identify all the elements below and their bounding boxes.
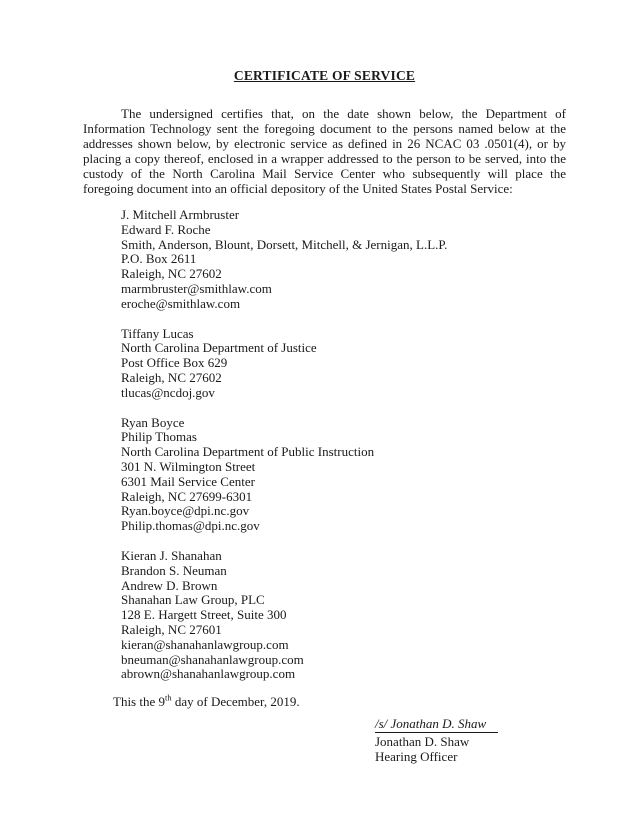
address-line: North Carolina Department of Justice [121, 340, 317, 356]
address-line: Shanahan Law Group, PLC [121, 592, 265, 608]
address-line: J. Mitchell Armbruster [121, 207, 240, 222]
address-line: Brandon S. Neuman [121, 562, 227, 578]
address-line: Kieran J. Shanahan [121, 547, 222, 563]
recipient-address-block [121, 327, 566, 401]
address-line: kieran@shanahanlawgroup.com [121, 636, 289, 652]
address-line: Edward F. Roche [121, 221, 211, 237]
document-title: CERTIFICATE OF SERVICE [233, 68, 416, 83]
address-line: Raleigh, NC 27699-6301 [121, 488, 253, 504]
address-line: tlucas@ncdoj.gov [121, 384, 215, 400]
recipients-list [121, 208, 566, 682]
address-line: abrown@shanahanlawgroup.com [121, 666, 296, 682]
address-line: Andrew D. Brown [121, 577, 218, 593]
address-line: eroche@smithlaw.com [121, 295, 241, 311]
electronic-signature-line: /s/ Jonathan D. Shaw [375, 716, 498, 733]
address-line: Ryan.boyce@dpi.nc.gov [121, 503, 250, 519]
address-line: 128 E. Hargett Street, Suite 300 [121, 607, 287, 623]
date-line [113, 694, 566, 709]
signer-name: Jonathan D. Shaw [375, 733, 470, 749]
address-line: Smith, Anderson, Blount, Dorsett, Mitchell, & Jernigan, L.L.P. [121, 236, 448, 252]
date-text-prefix: This the 9 [113, 694, 165, 710]
address-line: P.O. Box 2611 [121, 251, 197, 267]
address-line: Philip Thomas [121, 429, 197, 445]
address-line: Post Office Box 629 [121, 355, 228, 371]
address-line: 301 N. Wilmington Street [121, 458, 256, 474]
address-line: 6301 Mail Service Center [121, 473, 255, 489]
address-line: Ryan Boyce [121, 414, 185, 430]
date-text-suffix: day of December, 2019. [171, 694, 300, 710]
address-line: North Carolina Department of Public Instruction [121, 444, 375, 460]
address-line: marmbruster@smithlaw.com [121, 280, 272, 296]
address-line: Tiffany Lucas [121, 325, 194, 341]
address-line: Raleigh, NC 27602 [121, 266, 222, 282]
recipient-address-block [121, 208, 566, 312]
address-line: Raleigh, NC 27601 [121, 621, 222, 637]
date-ordinal-superscript: th [165, 692, 172, 703]
address-line: Philip.thomas@dpi.nc.gov [121, 518, 260, 534]
signer-title: Hearing Officer [375, 749, 458, 765]
certificate-body-paragraph: The undersigned certifies that, on the date shown below, the Department of Information Technology sent the foregoing document to the persons named below at the addresses shown below, by electronic service as defined in 26 NCAC 03 .0501(4), or by placing a copy thereof, enclosed in a wrapper addressed to the person to be served, into the custody of the North Carolina Mail Service Center who subsequently will place the foregoing document into an official depository of the United States Postal Service: [83, 106, 566, 196]
recipient-address-block [121, 416, 566, 534]
address-line: bneuman@shanahanlawgroup.com [121, 651, 304, 667]
signature-block [375, 716, 566, 765]
address-line: Raleigh, NC 27602 [121, 369, 222, 385]
recipient-address-block [121, 549, 566, 682]
